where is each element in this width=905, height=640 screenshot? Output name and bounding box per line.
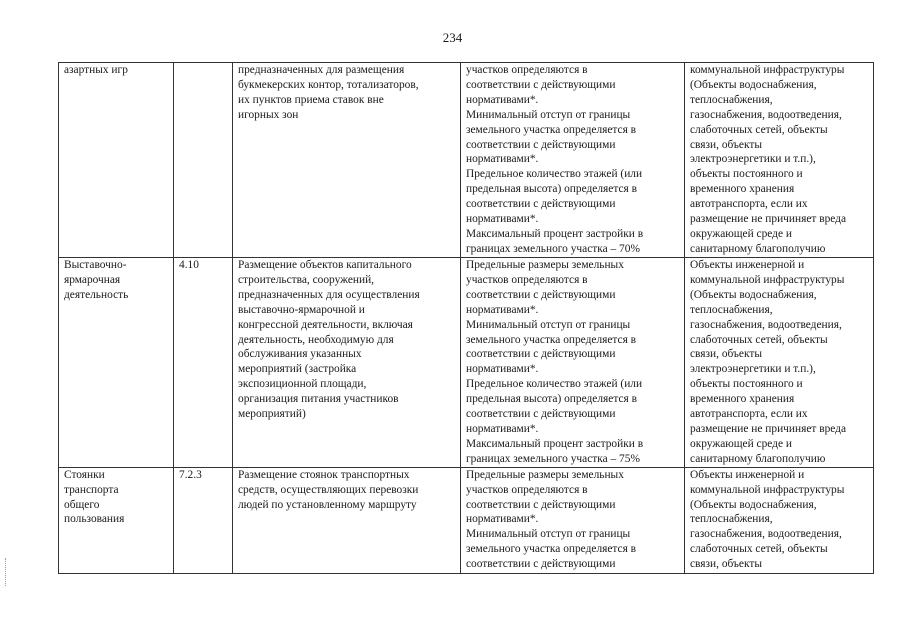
text-line: нормативами*. bbox=[466, 213, 539, 226]
auxiliary-uses-cell bbox=[685, 258, 874, 468]
text-line: соответствии с действующими bbox=[466, 558, 616, 571]
text-line: деятельность, необходимую для bbox=[238, 333, 394, 346]
use-description-cell bbox=[233, 63, 461, 258]
land-use-table bbox=[58, 62, 874, 574]
text-line: земельного участка определяется в bbox=[466, 333, 637, 346]
text-line: временного хранения bbox=[690, 393, 795, 406]
text-line: Выставочно- bbox=[64, 259, 127, 271]
text-line: теплоснабжения, bbox=[690, 513, 773, 526]
text-line: границах земельного участка – 70% bbox=[466, 242, 640, 255]
text-line: коммунальной инфраструктуры bbox=[690, 273, 845, 286]
text-line: средств, осуществляющих перевозки bbox=[238, 483, 419, 496]
text-line: (Объекты водоснабжения, bbox=[690, 288, 817, 301]
text-line: Предельные размеры земельных bbox=[466, 468, 624, 481]
auxiliary-uses-cell bbox=[685, 467, 874, 573]
text-line: теплоснабжения, bbox=[690, 303, 773, 316]
table-row bbox=[59, 258, 874, 468]
text-line: связи, объекты bbox=[690, 138, 762, 151]
text-line: электроэнергетики и т.п.), bbox=[690, 153, 816, 166]
text-line: обслуживания указанных bbox=[238, 348, 362, 361]
text-line: выставочно-ярмарочной и bbox=[238, 303, 365, 316]
text-line: соответствии с действующими bbox=[466, 348, 616, 361]
text-line: автотранспорта, если их bbox=[690, 198, 808, 211]
text-line: Размещение стоянок транспортных bbox=[238, 468, 410, 481]
text-line: земельного участка определяется в bbox=[466, 123, 637, 136]
text-line: окружающей среде и bbox=[690, 227, 792, 240]
text-line: нормативами*. bbox=[466, 513, 539, 526]
text-line: соответствии с действующими bbox=[466, 498, 616, 511]
text-line: газоснабжения, водоотведения, bbox=[690, 108, 842, 121]
text-line: Максимальный процент застройки в bbox=[466, 437, 644, 450]
text-line: Размещение объектов капитального bbox=[238, 259, 412, 271]
text-line: объекты постоянного и bbox=[690, 378, 803, 391]
text-line: земельного участка определяется в bbox=[466, 543, 637, 556]
text-line: деятельность bbox=[64, 288, 129, 301]
text-line: транспорта bbox=[64, 483, 119, 496]
text-line: соответствии с действующими bbox=[466, 288, 616, 301]
use-code-cell bbox=[174, 63, 233, 258]
text-line: участков определяются в bbox=[466, 273, 588, 286]
text-line: нормативами*. bbox=[466, 303, 539, 316]
text-line: объекты постоянного и bbox=[690, 168, 803, 181]
text-line: слаботочных сетей, объекты bbox=[690, 123, 828, 136]
text-line: границах земельного участка – 75% bbox=[466, 452, 640, 465]
text-line: Минимальный отступ от границы bbox=[466, 528, 631, 541]
text-line: организация питания участников bbox=[238, 393, 399, 406]
text-line: общего bbox=[64, 498, 100, 511]
text-line: игорных зон bbox=[238, 108, 299, 121]
text-line: предельная высота) определяется в bbox=[466, 393, 637, 406]
text-line: людей по установленному маршруту bbox=[238, 498, 417, 511]
text-line: соответствии с действующими bbox=[466, 78, 616, 91]
text-line: Объекты инженерной и bbox=[690, 468, 805, 481]
text-line: участков определяются в bbox=[466, 483, 588, 496]
text-line: соответствии с действующими bbox=[466, 198, 616, 211]
text-line: электроэнергетики и т.п.), bbox=[690, 363, 816, 376]
text-line: соответствии с действующими bbox=[466, 408, 616, 421]
text-line: экспозиционной площади, bbox=[238, 378, 367, 391]
text-line: автотранспорта, если их bbox=[690, 408, 808, 421]
text-line: временного хранения bbox=[690, 183, 795, 196]
page-number: 234 bbox=[442, 30, 463, 45]
text-line: Предельное количество этажей (или bbox=[466, 378, 643, 391]
use-name-cell bbox=[59, 63, 174, 258]
text-line: предназначенных для размещения bbox=[238, 64, 405, 76]
parameters-cell bbox=[461, 467, 685, 573]
text-line: их пунктов приема ставок вне bbox=[238, 93, 384, 106]
text-line: Минимальный отступ от границы bbox=[466, 108, 631, 121]
use-code-cell: 7.2.3 bbox=[174, 467, 233, 573]
text-line: мероприятий) bbox=[238, 408, 306, 421]
text-line: теплоснабжения, bbox=[690, 93, 773, 106]
text-line: букмекерских контор, тотализаторов, bbox=[238, 78, 419, 91]
text-line: Стоянки bbox=[64, 468, 105, 481]
use-description-cell bbox=[233, 258, 461, 468]
text-line: (Объекты водоснабжения, bbox=[690, 498, 817, 511]
scan-edge-marks bbox=[5, 558, 10, 586]
use-description-cell bbox=[233, 467, 461, 573]
text-line: слаботочных сетей, объекты bbox=[690, 543, 828, 556]
text-line: газоснабжения, водоотведения, bbox=[690, 318, 842, 331]
text-line: ярмарочная bbox=[64, 273, 121, 286]
auxiliary-uses-cell bbox=[685, 63, 874, 258]
text-line: коммунальной инфраструктуры bbox=[690, 64, 845, 76]
text-line: санитарному благополучию bbox=[690, 452, 826, 465]
text-line: участков определяются в bbox=[466, 64, 588, 76]
text-line: строительства, сооружений, bbox=[238, 273, 375, 286]
text-line: Предельное количество этажей (или bbox=[466, 168, 643, 181]
text-line: нормативами*. bbox=[466, 153, 539, 166]
table-row bbox=[59, 467, 874, 573]
text-line: санитарному благополучию bbox=[690, 242, 826, 255]
use-name-cell bbox=[59, 467, 174, 573]
table-row bbox=[59, 63, 874, 258]
parameters-cell bbox=[461, 63, 685, 258]
text-line: коммунальной инфраструктуры bbox=[690, 483, 845, 496]
text-line: конгрессной деятельности, включая bbox=[238, 318, 413, 331]
text-line: предельная высота) определяется в bbox=[466, 183, 637, 196]
text-line: газоснабжения, водоотведения, bbox=[690, 528, 842, 541]
text-line: азартных игр bbox=[64, 64, 128, 76]
text-line: Предельные размеры земельных bbox=[466, 259, 624, 271]
text-line: нормативами*. bbox=[466, 363, 539, 376]
text-line: нормативами*. bbox=[466, 93, 539, 106]
text-line: размещение не причиняет вреда bbox=[690, 213, 847, 226]
use-code-cell: 4.10 bbox=[174, 258, 233, 468]
text-line: мероприятий (застройка bbox=[238, 363, 357, 376]
text-line: связи, объекты bbox=[690, 348, 762, 361]
text-line: связи, объекты bbox=[690, 558, 762, 571]
text-line: окружающей среде и bbox=[690, 437, 792, 450]
text-line: соответствии с действующими bbox=[466, 138, 616, 151]
use-name-cell bbox=[59, 258, 174, 468]
text-line: пользования bbox=[64, 513, 125, 526]
text-line: Объекты инженерной и bbox=[690, 259, 805, 271]
text-line: Максимальный процент застройки в bbox=[466, 227, 644, 240]
text-line: (Объекты водоснабжения, bbox=[690, 78, 817, 91]
text-line: нормативами*. bbox=[466, 422, 539, 435]
text-line: размещение не причиняет вреда bbox=[690, 422, 847, 435]
parameters-cell bbox=[461, 258, 685, 468]
text-line: слаботочных сетей, объекты bbox=[690, 333, 828, 346]
text-line: предназначенных для осуществления bbox=[238, 288, 420, 301]
text-line: Минимальный отступ от границы bbox=[466, 318, 631, 331]
